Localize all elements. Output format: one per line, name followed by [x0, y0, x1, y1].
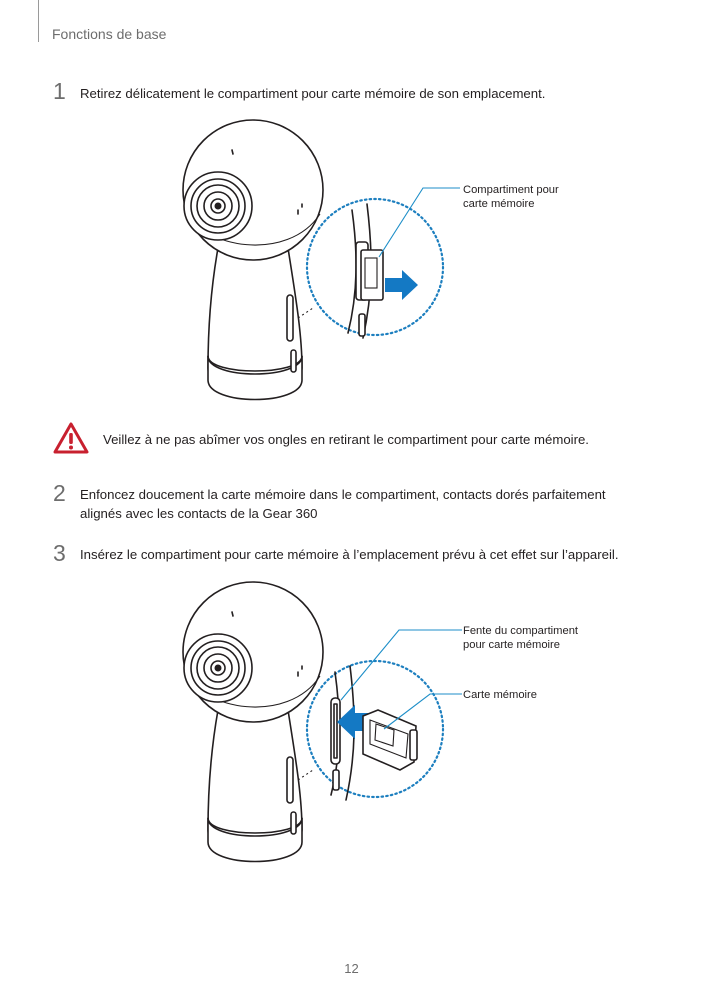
- section-title: Fonctions de base: [52, 26, 167, 42]
- warning-triangle-icon: [53, 422, 89, 454]
- camera-illustration: [183, 582, 323, 862]
- step-2-number: 2: [53, 480, 66, 506]
- callout-tray-line1: Compartiment pour: [463, 184, 559, 196]
- callout-card: Carte mémoire: [463, 689, 537, 701]
- step-2-text-line1: Enfoncez doucement la carte mémoire dans le compartiment, contacts dorés parfaitement: [80, 487, 606, 502]
- step-3-number: 3: [53, 540, 66, 566]
- camera-illustration: [183, 120, 323, 400]
- page-number: 12: [344, 961, 359, 976]
- figure-insert-tray: [170, 580, 462, 870]
- step-2-text-line2: alignés avec les contacts de la Gear 360: [80, 506, 318, 521]
- step-1-number: 1: [53, 78, 66, 104]
- warning-text: Veillez à ne pas abîmer vos ongles en retirant le compartiment pour carte mémoire.: [103, 432, 589, 447]
- header-rule: [38, 0, 39, 42]
- step-1-text: Retirez délicatement le compartiment pour carte mémoire de son emplacement.: [80, 86, 546, 101]
- figure-remove-tray: [170, 118, 460, 408]
- callout-slot-line2: pour carte mémoire: [463, 639, 560, 651]
- callout-tray-line2: carte mémoire: [463, 198, 535, 210]
- callout-slot-line1: Fente du compartiment: [463, 625, 579, 637]
- step-3-text: Insérez le compartiment pour carte mémoire à l’emplacement prévu à cet effet sur l’appareil.: [80, 547, 619, 562]
